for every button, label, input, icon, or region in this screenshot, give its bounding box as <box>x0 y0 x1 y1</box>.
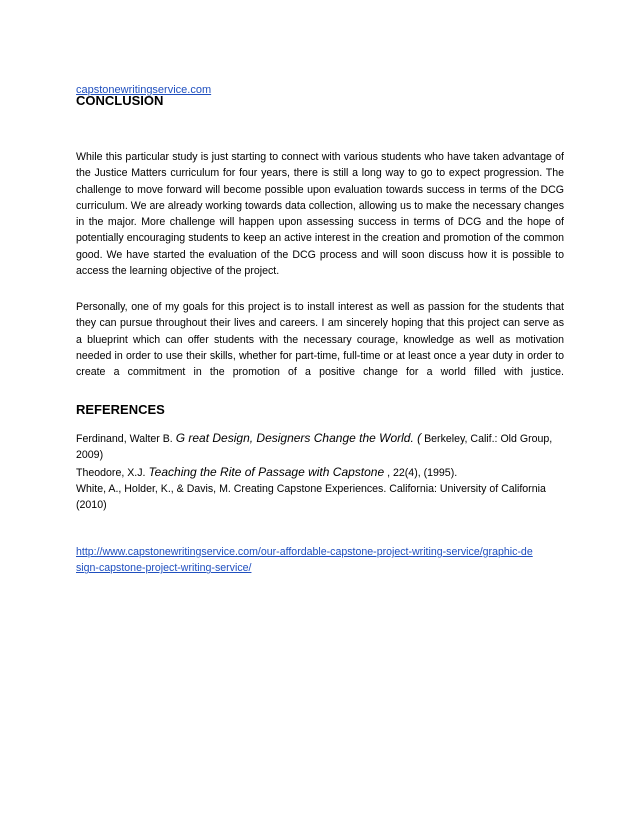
references-list <box>76 430 564 513</box>
reference-item-2 <box>76 464 564 481</box>
source-url-link[interactable]: http://www.capstonewritingservice.com/our-affordable-capstone-project-writing-service/graphic-design-capstone-project-writing-service/ <box>76 546 533 575</box>
conclusion-paragraph-2: Personally, one of my goals for this project is to install interest as well as passion for the students that they can pursue throughout their lives and careers. I am sincerely hoping that this project can serve as a blueprint which can offer students with the necessary courage, knowledge as well as motivation needed in order to use their skills, whether for part-time, full-time or at least once a year duty in order to create a commitment in the promotion of a positive change for a world filled with justice. <box>76 301 564 379</box>
reference-title: G reat Design, Designers Change the World. ( <box>175 431 422 445</box>
conclusion-heading: CONCLUSION <box>76 93 164 108</box>
reference-item-3: White, A., Holder, K., & Davis, M. Creating Capstone Experiences. California: University of California (2010) <box>76 482 546 512</box>
reference-item-1 <box>76 430 564 464</box>
site-link[interactable]: capstonewritingservice.com <box>76 84 212 96</box>
references-heading: REFERENCES <box>76 402 165 417</box>
conclusion-paragraph-1: While this particular study is just starting to connect with various students who have taken advantage of the Justice Matters curriculum for four years, there is still a long way to go to expect progression. The challenge to move forward will become possible upon evaluation towards success in terms of the DCG curriculum. We are already working towards data collection, allowing us to make the necessary changes in the major. More challenge will happen upon assessing success in terms of DCG and the hope of potentially encouraging students to keep an active interest in the creation and promotion of the common good. We have started the evaluation of the DCG process and will soon discuss how it is possible to access the learning objective of the project. <box>76 151 564 278</box>
reference-author: Ferdinand, Walter B. <box>76 433 176 445</box>
reference-details: , 22(4), (1995). <box>384 466 458 479</box>
reference-author: Theodore, X.J. <box>76 466 149 479</box>
reference-title: Teaching the Rite of Passage with Capstone <box>148 464 385 479</box>
reference-details: Berkeley, Calif.: Old Group, <box>421 433 553 445</box>
reference-year: 2009) <box>76 449 104 462</box>
